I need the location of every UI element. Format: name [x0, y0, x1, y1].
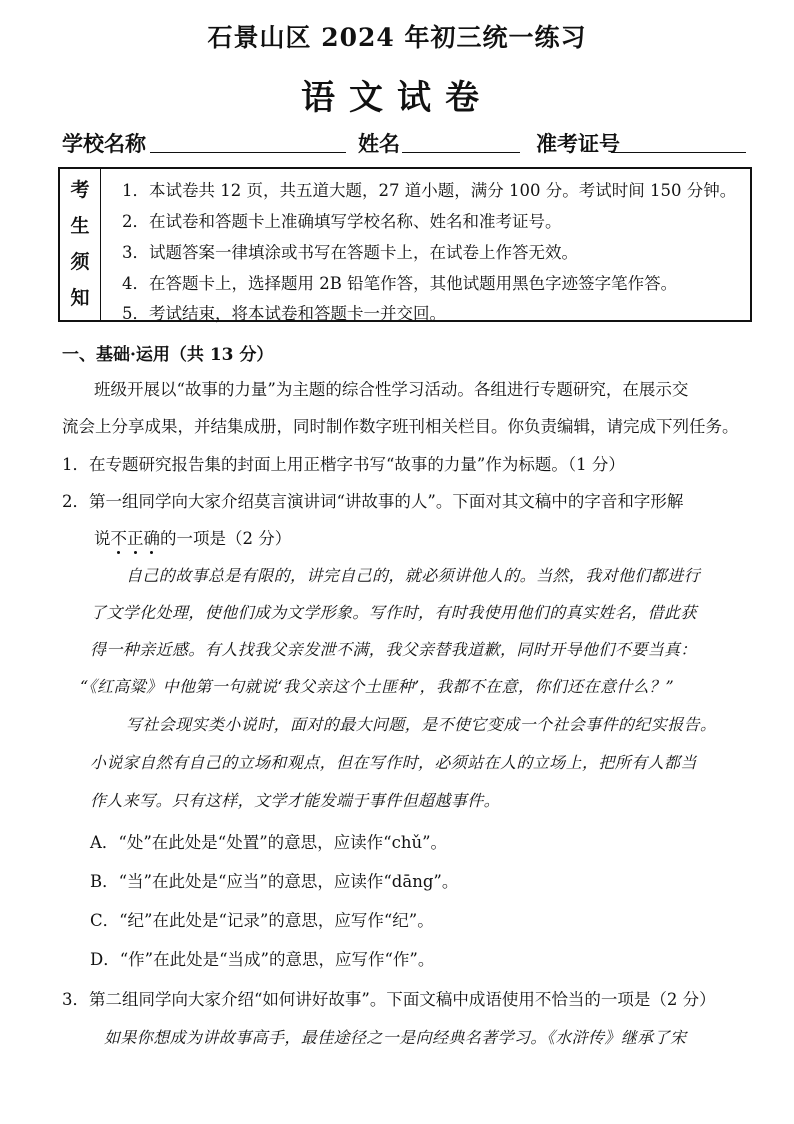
- candidate-notice-box: [58, 167, 752, 322]
- name-label: 姓名: [358, 131, 400, 156]
- exam-id-label: 准考证号: [536, 131, 620, 156]
- notice-item: 3．试题答案一律填涂或书写在答题卡上，在试卷上作答无效。: [122, 243, 578, 262]
- passage-line: “《红高粱》中他第一句就说‘我父亲这个土匪种’，我都不在意，你们还在意什么？”: [80, 677, 675, 696]
- passage-line: 得一种亲近感。有人找我父亲发泄不满，我父亲替我道歉，同时开导他们不要当真：: [90, 640, 697, 659]
- notice-item: 5．考试结束，将本试卷和答题卡一并交回。: [122, 304, 446, 323]
- q2-text: 说: [94, 529, 111, 548]
- passage-line: 写社会现实类小说时，面对的最大问题，是不使它变成一个社会事件的纪实报告。: [126, 715, 717, 734]
- notice-side-char: 考: [70, 179, 90, 201]
- option-b: B．“当”在此处是“应当”的意思，应读作“dāng”。: [90, 872, 459, 891]
- q3-passage-line: 如果你想成为讲故事高手，最佳途径之一是向经典名著学习。《水浒传》继承了宋: [104, 1028, 687, 1047]
- q2-text: 的一项是（2 分）: [160, 529, 292, 548]
- intro-line: 流会上分享成果，并结集成册，同时制作数字班刊相关栏目。你负责编辑，请完成下列任务。: [62, 417, 739, 436]
- candidate-info-row: [62, 128, 762, 158]
- passage-line: 自己的故事总是有限的，讲完自己的，就必须讲他人的。当然，我对他们都进行: [126, 566, 701, 585]
- passage-line: 了文学化处理，使他们成为文学形象。写作时，有时我使用他们的真实姓名，借此获: [90, 603, 697, 622]
- question-1: 1．在专题研究报告集的封面上用正楷字书写“故事的力量”作为标题。（1 分）: [62, 455, 625, 474]
- intro-line: 班级开展以“故事的力量”为主题的综合性学习活动。各组进行专题研究，在展示交: [94, 380, 689, 399]
- section-heading: 一、基础·运用（共 13 分）: [62, 345, 274, 365]
- notice-item: 1．本试卷共 12 页，共五道大题，27 道小题，满分 100 分。考试时间 150 分钟。: [122, 181, 737, 200]
- option-a: A．“处”在此处是“处置”的意思，应读作“chǔ”。: [90, 833, 448, 852]
- notice-side-label: [60, 169, 101, 320]
- exam-id-field[interactable]: [612, 152, 746, 153]
- emphasis-char: 不: [110, 529, 127, 548]
- subject-title: 语文试卷: [301, 78, 493, 118]
- notice-side-char: 生: [70, 215, 90, 237]
- passage-line: 小说家自然有自己的立场和观点，但在写作时，必须站在人的立场上，把所有人都当: [90, 753, 697, 772]
- option-c: C．“纪”在此处是“记录”的意思，应写作“纪”。: [90, 911, 434, 930]
- notice-item: 4．在答题卡上，选择题用 2B 铅笔作答，其他试题用黑色字迹签字笔作答。: [122, 274, 678, 293]
- notice-item: 2．在试卷和答题卡上准确填写学校名称、姓名和准考证号。: [122, 212, 562, 231]
- option-d: D．“作”在此处是“当成”的意思，应写作“作”。: [90, 950, 435, 969]
- emphasis-char: 确: [143, 529, 160, 548]
- notice-side-char: 知: [70, 287, 90, 309]
- question-3: 3．第二组同学向大家介绍“如何讲好故事”。下面文稿中成语使用不恰当的一项是（2 分）: [62, 990, 716, 1009]
- notice-side-char: 须: [70, 251, 90, 273]
- passage-line: 作人来写。只有这样，文学才能发端于事件但超越事件。: [90, 791, 501, 810]
- school-field[interactable]: [150, 152, 346, 153]
- question-2: 2．第一组同学向大家介绍莫言演讲词“讲故事的人”。下面对其文稿中的字音和字形解: [62, 492, 684, 511]
- exam-title: 石景山区 2024 年初三统一练习: [207, 23, 587, 52]
- question-2-continued: [94, 525, 291, 549]
- school-label: 学校名称: [62, 131, 146, 156]
- name-field[interactable]: [402, 152, 520, 153]
- emphasis-char: 正: [127, 529, 144, 548]
